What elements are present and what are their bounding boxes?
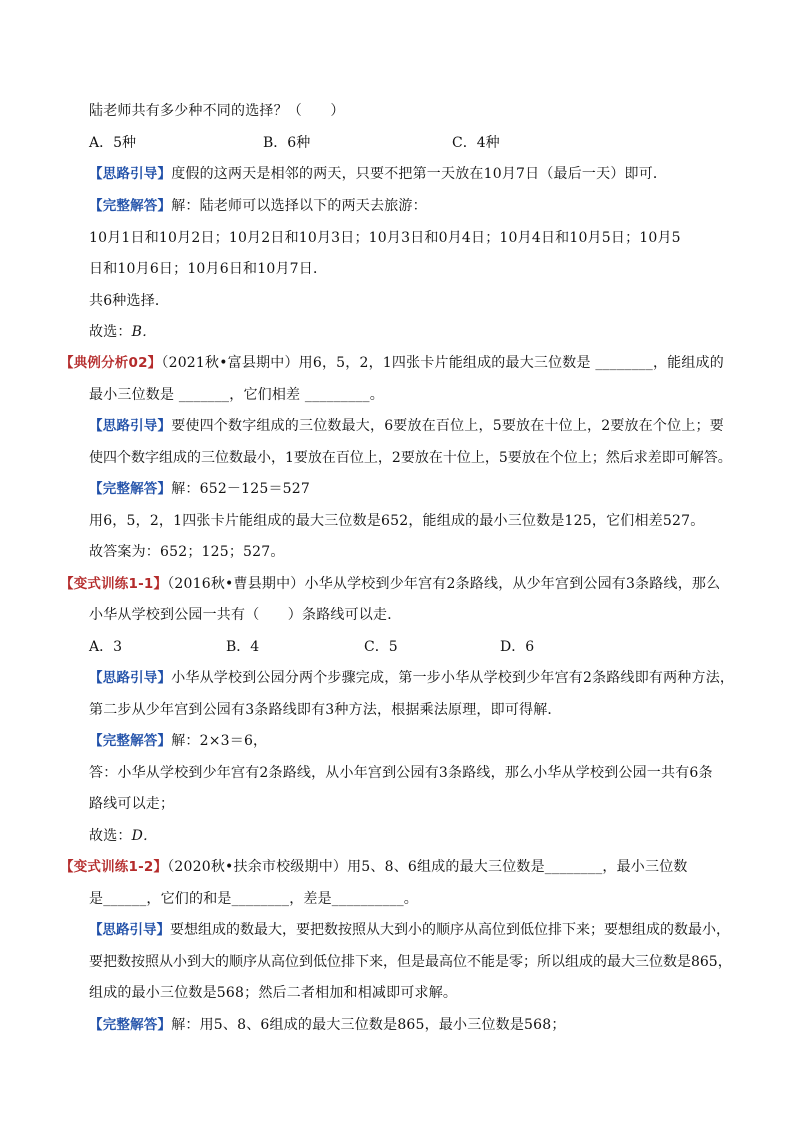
- hint-text: 度假的这两天是相邻的两天，只要不把第一天放在10月7日（最后一天）即可．: [171, 166, 668, 182]
- hint-text: 组成的最小三位数是568；然后二者相加和相减即可求解。: [89, 985, 458, 1001]
- option-a: A．3: [89, 639, 123, 655]
- exercise-text: 是______，它们的和是________，差是__________。: [89, 891, 418, 907]
- hint-line: 【思路引导】要想组成的数最大，要把数按照从大到小的顺序从高位到低位排下来；要想组成的数最小，: [89, 922, 730, 938]
- answer-text: 10月1日和10月2日；10月2日和10月3日；10月3日和0月4日；10月4日和10月5日；10月5: [89, 230, 681, 246]
- exercise-heading: 【变式训练1-2】（2020秋•扶余市校级期中）用5、8、6组成的最大三位数是________，最小三位数: [60, 859, 688, 875]
- example-heading: 【典例分析02】（2021秋•富县期中）用6，5，2，1四张卡片能组成的最大三位数是 ________，能组成的: [60, 355, 724, 371]
- hint-line: 【思路引导】要使四个数字组成的三位数最大，6要放在百位上，5要放在十位上，2要放在个位上；要: [89, 418, 724, 434]
- choice-line: 故选：B．: [89, 324, 157, 340]
- answer-text: 路线可以走；: [89, 796, 175, 812]
- option-c: C．5: [364, 639, 398, 655]
- option-a: A．5种: [89, 135, 137, 151]
- exercise-tag: 【变式训练1-2】: [60, 859, 168, 875]
- exercise-text: 小华从学校到公园一共有（ ）条路线可以走．: [89, 607, 402, 623]
- question-text: 陆老师共有多少种不同的选择？（ ）: [89, 103, 345, 119]
- hint-line: 【思路引导】小华从学校到公园分两个步骤完成，第一步小华从学校到少年宫有2条路线即有两种方法，: [89, 670, 735, 686]
- hint-tag: 【思路引导】: [89, 922, 170, 938]
- answer-line: 【完整解答】解：2×3＝6，: [89, 733, 268, 749]
- option-d: D．6: [500, 639, 535, 655]
- answer-text: 答：小华从学校到少年宫有2条路线，从小年宫到公园有3条路线，那么小华从学校到公园一共有6条: [89, 765, 713, 781]
- hint-tag: 【思路引导】: [89, 670, 172, 686]
- answer-tag: 【完整解答】: [89, 733, 172, 749]
- answer-line: 【完整解答】解：652－125＝527: [89, 481, 310, 497]
- option-b: B．4: [226, 639, 260, 655]
- exercise-heading: 【变式训练1-1】（2016秋•曹县期中）小华从学校到少年宫有2条路线，从少年宫到公园有3条路线，那么: [60, 576, 721, 592]
- hint-tag: 【思路引导】: [89, 418, 172, 434]
- answer-text: 日和10月6日；10月6日和10月7日．: [89, 261, 328, 277]
- answer-line: [89, 196, 427, 216]
- hint-line: [89, 164, 667, 184]
- answer-text: 共6种选择．: [89, 293, 170, 309]
- option-b: B．6种: [263, 135, 311, 151]
- answer-text: 用6，5，2，1四张卡片能组成的最大三位数是652，能组成的最小三位数是125，它们相差527。: [89, 513, 705, 529]
- example-tag: 【典例分析02】: [60, 355, 162, 371]
- option-c: C．4种: [452, 135, 500, 151]
- choice-letter: B．: [131, 324, 157, 340]
- hint-text: 第二步从少年宫到公园有3条路线即有3种方法，根据乘法原理，即可得解．: [89, 702, 562, 718]
- hint-text: 使四个数字组成的三位数最小，1要放在百位上，2要放在十位上，5要放在个位上；然后求差即可解答。: [89, 450, 732, 466]
- exercise-tag: 【变式训练1-1】: [60, 576, 168, 592]
- answer-tag: 【完整解答】: [89, 1017, 172, 1033]
- answer-text: 故答案为：652；125；527。: [89, 544, 285, 560]
- choice-letter: D．: [131, 828, 158, 844]
- hint-tag: 【思路引导】: [89, 166, 172, 182]
- choice-line: 故选：D．: [89, 828, 158, 844]
- answer-intro: 解：陆老师可以选择以下的两天去旅游：: [171, 198, 427, 214]
- answer-line: 【完整解答】解：用5、8、6组成的最大三位数是865，最小三位数是568；: [89, 1017, 566, 1033]
- answer-tag: 【完整解答】: [89, 198, 172, 214]
- hint-text: 要把数按照从小到大的顺序从高位到低位排下来，但是最高位不能是零；所以组成的最大三位数是865，: [89, 954, 732, 970]
- example-text: 最小三位数是 _______，它们相差 _________。: [89, 387, 384, 403]
- answer-tag: 【完整解答】: [89, 481, 172, 497]
